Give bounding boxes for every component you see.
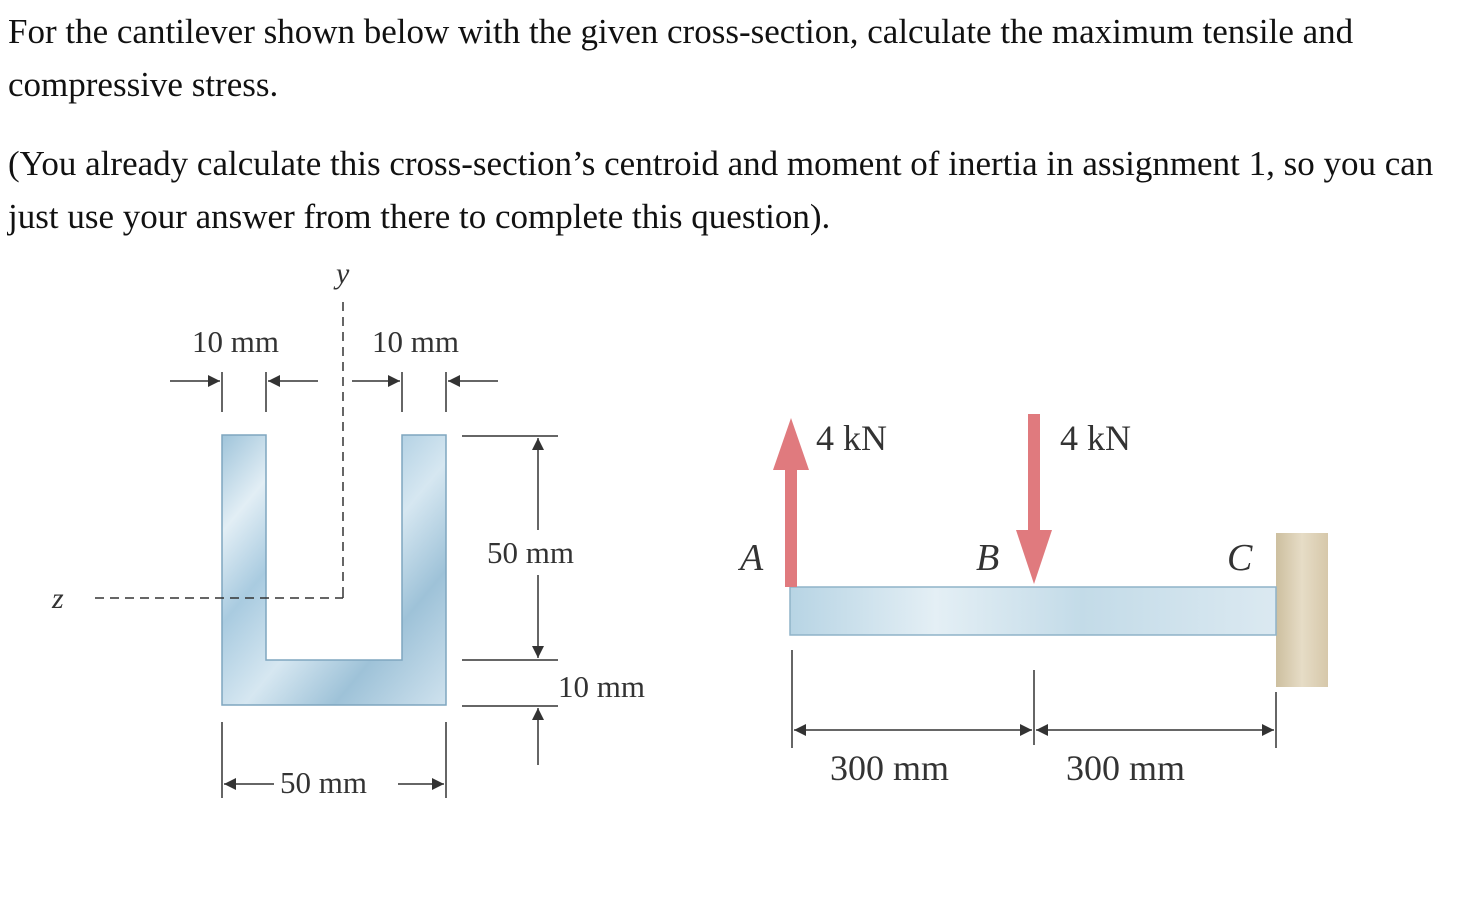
load-b-arrowhead (1016, 530, 1052, 584)
problem-note: (You already calculate this cross-section’s centroid and moment of inertia in assignment 1, so you can just use your answer from there to complete this question). (8, 144, 1434, 236)
right-flange-width-label: 10 mm (372, 324, 459, 359)
span-bc-label: 300 mm (1066, 748, 1186, 788)
load-b-label: 4 kN (1060, 418, 1131, 458)
u-channel-shape (222, 435, 446, 705)
left-flange-width-label: 10 mm (192, 324, 279, 359)
problem-statement: For the cantilever shown below with the given cross-section, calculate the maximum tensile and compressive stress. (8, 12, 1354, 104)
point-a-label: A (740, 537, 764, 579)
z-axis-label: z (52, 582, 64, 615)
point-b-label: B (976, 537, 1000, 579)
load-a-shaft (785, 465, 797, 587)
y-axis-label: y (336, 257, 350, 290)
base-thickness-label: 10 mm (558, 669, 645, 704)
cantilever-beam (737, 414, 1328, 788)
wall-support (1276, 533, 1328, 687)
load-a-arrowhead (773, 418, 809, 470)
inner-height-label: 50 mm (487, 535, 574, 570)
cross-section (51, 257, 645, 800)
load-a-label: 4 kN (816, 418, 887, 458)
total-width-label: 50 mm (280, 765, 367, 800)
load-b-shaft (1028, 414, 1040, 536)
span-ab-label: 300 mm (830, 748, 950, 788)
beam-body (790, 587, 1276, 635)
point-c-label: C (1227, 537, 1253, 579)
